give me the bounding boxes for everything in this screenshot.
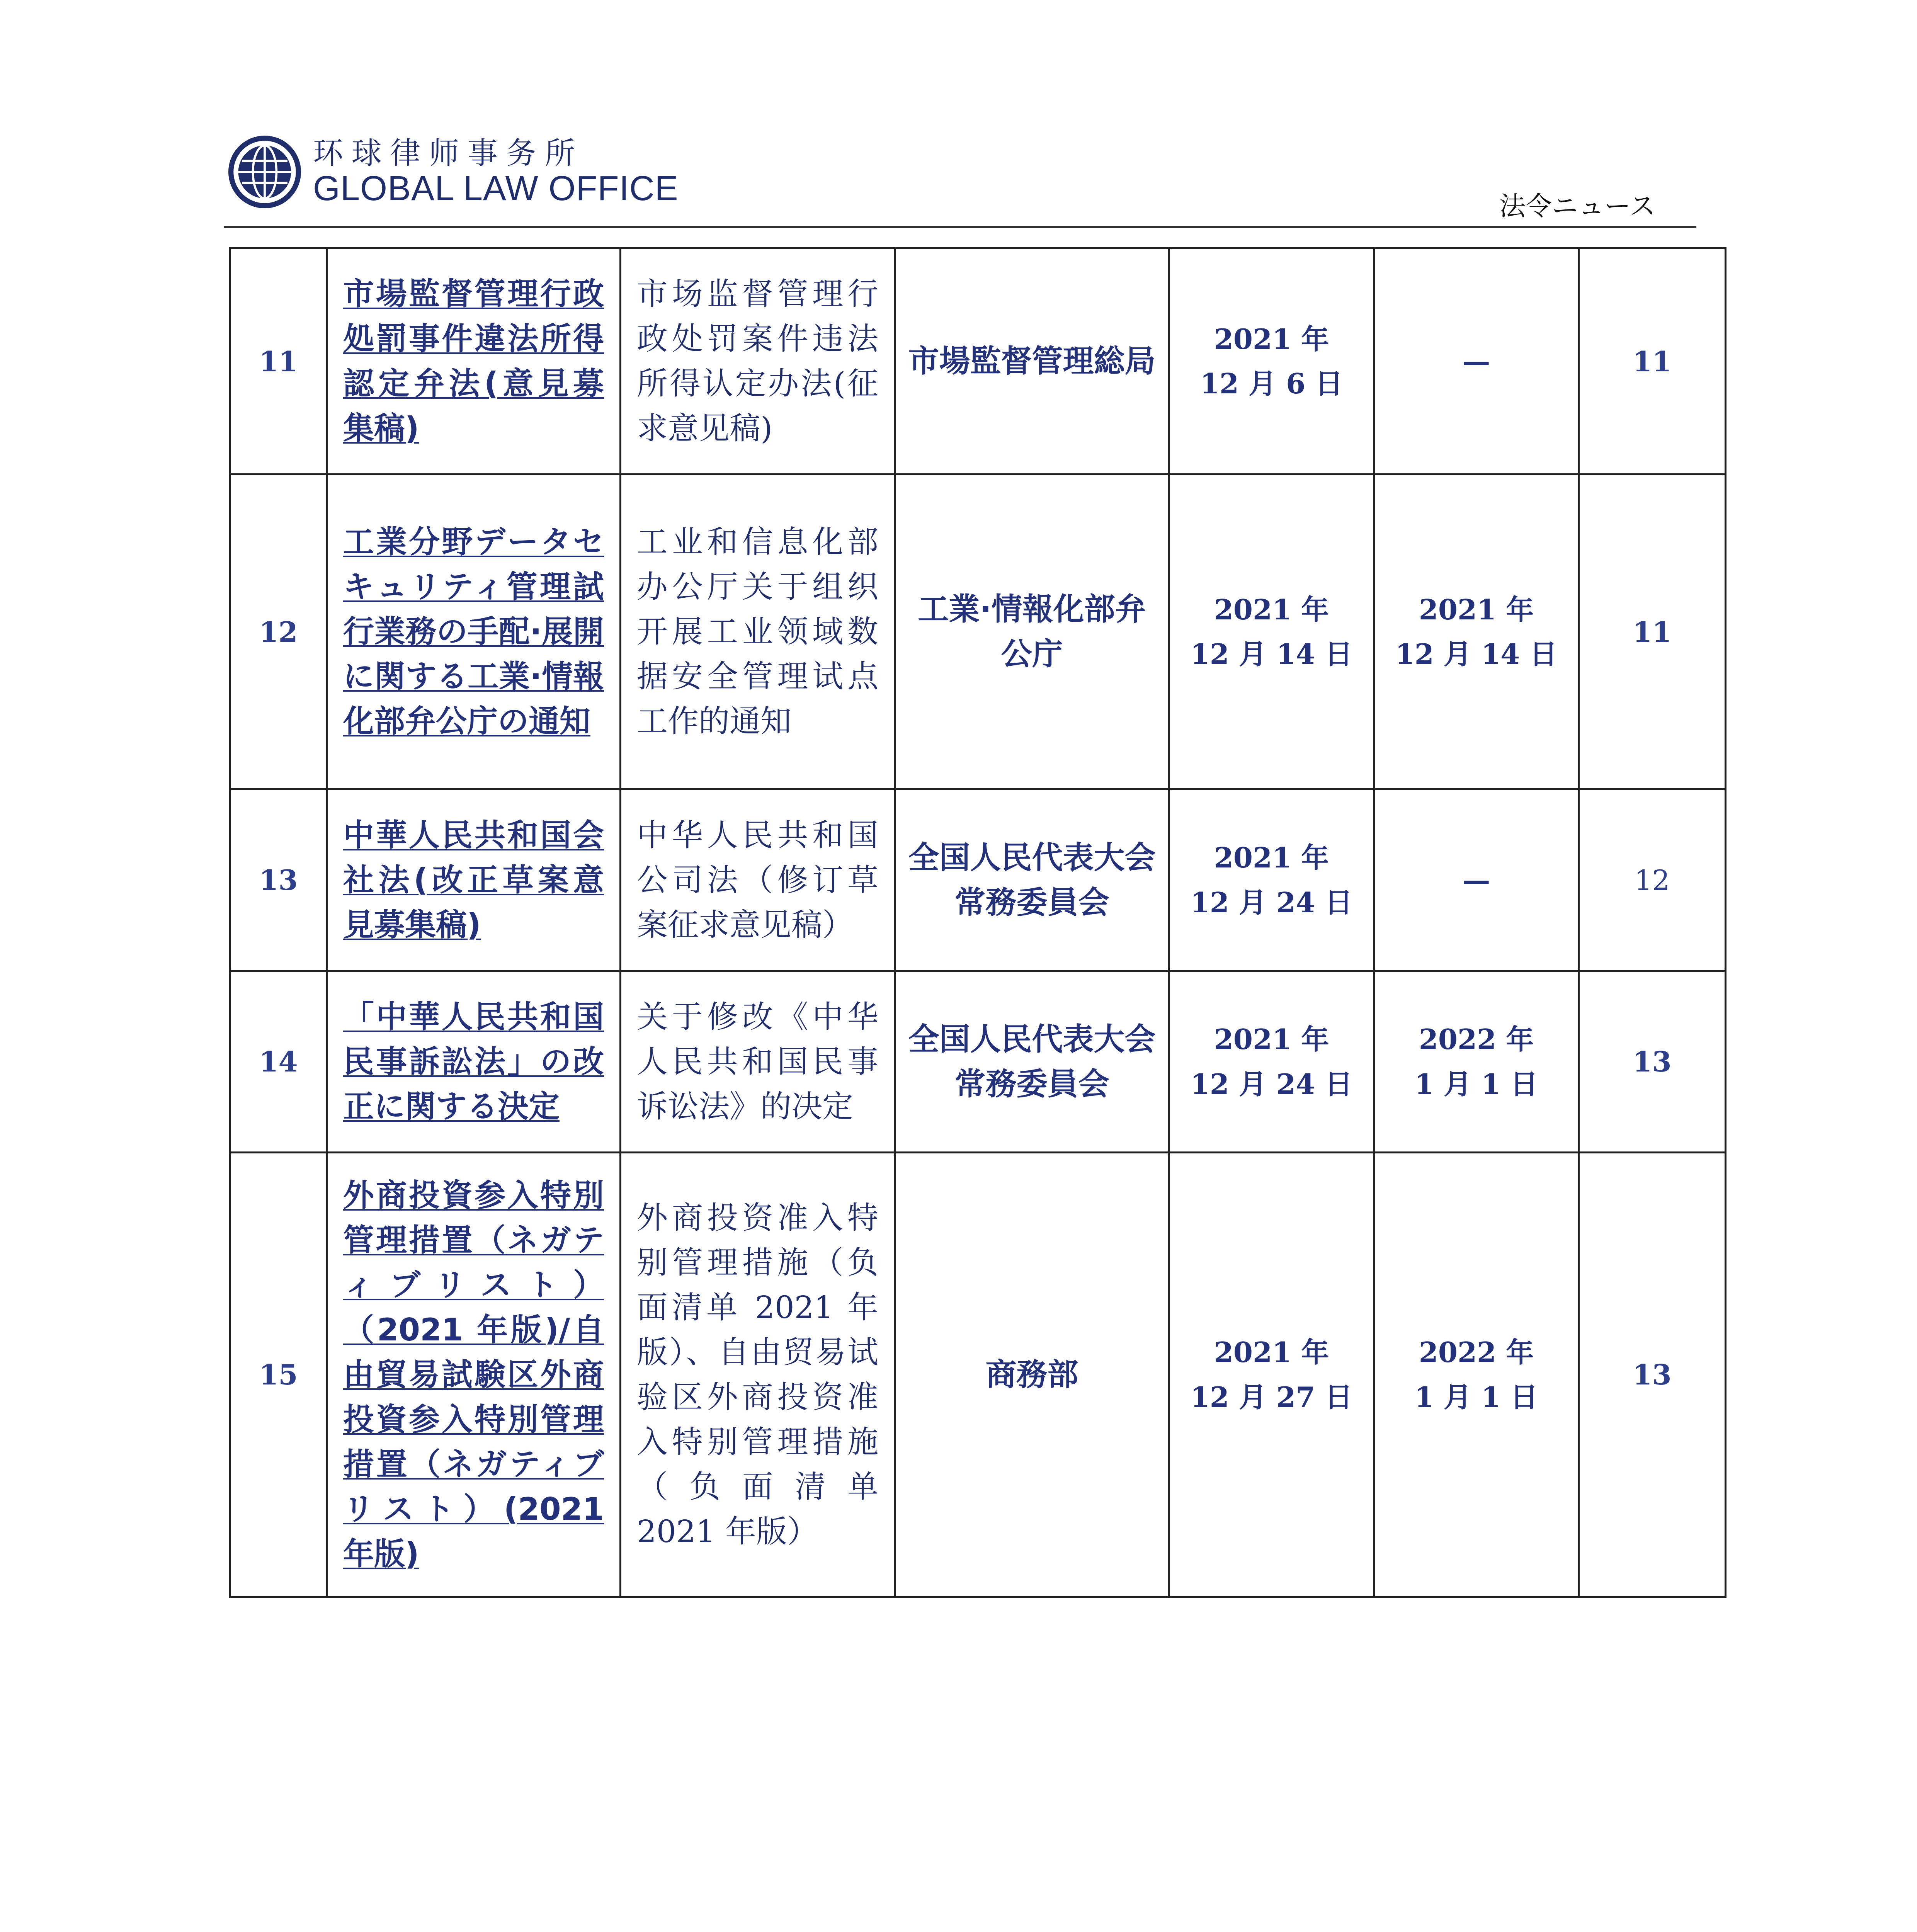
law-title-cn: 工业和信息化部办公厅关于组织开展工业领域数据安全管理试点工作的通知 (621, 474, 895, 789)
row-number: 14 (230, 971, 327, 1153)
page-ref: 11 (1579, 248, 1726, 474)
header-divider (224, 226, 1696, 228)
table-row (230, 248, 1726, 474)
effective-date: 2022 年 1 月 1 日 (1374, 971, 1579, 1153)
table-row (230, 1153, 1726, 1597)
law-title-cn: 市场监督管理行政处罚案件违法所得认定办法(征求意见稿) (621, 248, 895, 474)
page-ref: 13 (1579, 971, 1726, 1153)
law-table (229, 247, 1726, 1598)
table-row (230, 971, 1726, 1153)
law-link-ja[interactable]: 工業分野データセキュリティ管理試行業務の手配·展開に関する工業·情報化部弁公庁の通知 (343, 524, 604, 739)
firm-name-en: GLOBAL LAW OFFICE (313, 169, 679, 208)
effective-date: 2022 年 1 月 1 日 (1374, 1153, 1579, 1597)
firm-name-cn: 环球律师事务所 (313, 136, 584, 171)
page-ref: 12 (1579, 789, 1726, 971)
page-ref: 13 (1579, 1153, 1726, 1597)
row-number: 15 (230, 1153, 327, 1597)
law-link-ja[interactable]: 市場監督管理行政処罰事件違法所得認定弁法(意見募集稿) (343, 276, 604, 446)
law-link-ja[interactable]: 「中華人民共和国民事訴訟法」の改正に関する決定 (343, 998, 604, 1124)
issuing-authority: 市場監督管理総局 (895, 248, 1169, 474)
law-title-cn: 中华人民共和国公司法（修订草案征求意见稿） (621, 789, 895, 971)
row-number: 12 (230, 474, 327, 789)
law-link-ja[interactable]: 中華人民共和国会社法(改正草案意見募集稿) (343, 817, 604, 943)
issuing-authority: 全国人民代表大会常務委員会 (895, 789, 1169, 971)
row-number: 11 (230, 248, 327, 474)
section-title: 法令ニュース (1499, 191, 1656, 222)
law-title-cn: 外商投资准入特别管理措施（负面清单 2021 年版）、自由贸易试验区外商投资准入特别管理措施（负面清单 2021 年版） (621, 1153, 895, 1597)
firm-logo (228, 135, 679, 209)
effective-date: — (1374, 248, 1579, 474)
page-ref: 11 (1579, 474, 1726, 789)
row-number: 13 (230, 789, 327, 971)
issue-date: 2021 年 12 月 6 日 (1169, 248, 1374, 474)
law-link-ja[interactable]: 外商投資参入特別管理措置（ネガティブリスト）（2021 年版)/自由貿易試験区外商投資参入特別管理措置（ネガティブリスト）(2021 年版) (343, 1177, 604, 1572)
table-row (230, 474, 1726, 789)
effective-date: 2021 年 12 月 14 日 (1374, 474, 1579, 789)
table-row (230, 789, 1726, 971)
issue-date: 2021 年 12 月 24 日 (1169, 971, 1374, 1153)
issue-date: 2021 年 12 月 24 日 (1169, 789, 1374, 971)
law-title-cn: 关于修改《中华人民共和国民事诉讼法》的决定 (621, 971, 895, 1153)
issue-date: 2021 年 12 月 14 日 (1169, 474, 1374, 789)
issuing-authority: 商務部 (895, 1153, 1169, 1597)
issuing-authority: 全国人民代表大会常務委員会 (895, 971, 1169, 1153)
issue-date: 2021 年 12 月 27 日 (1169, 1153, 1374, 1597)
issuing-authority: 工業·情報化部弁公庁 (895, 474, 1169, 789)
effective-date: — (1374, 789, 1579, 971)
globe-icon (228, 135, 301, 209)
